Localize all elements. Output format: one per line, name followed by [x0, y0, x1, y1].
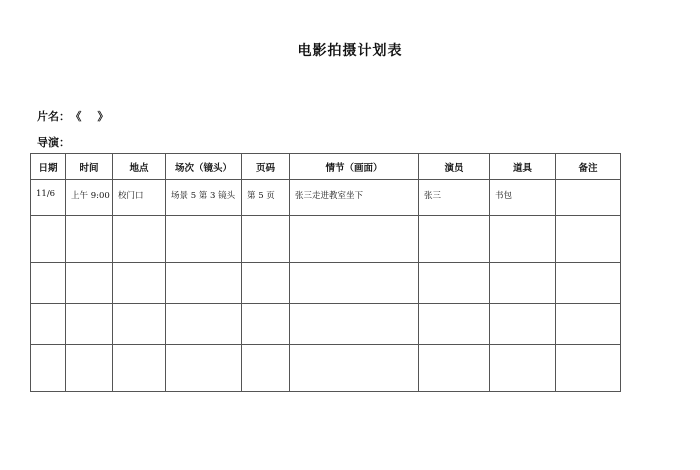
cell-location: 校门口 [113, 180, 166, 216]
director-label: 导演： [37, 136, 70, 149]
header-actor: 演员 [419, 154, 490, 180]
cell-notes [556, 180, 621, 216]
cell-plot: 张三走进教室坐下 [290, 180, 419, 216]
cell-plot [290, 216, 419, 263]
cell-time [66, 216, 113, 263]
cell-scene [166, 345, 242, 392]
cell-plot [290, 263, 419, 304]
cell-page [242, 263, 290, 304]
cell-actor: 张三 [419, 180, 490, 216]
cell-scene [166, 263, 242, 304]
cell-page [242, 345, 290, 392]
header-plot: 情节（画面） [290, 154, 419, 180]
cell-location [113, 216, 166, 263]
header-time: 时间 [66, 154, 113, 180]
cell-scene: 场景 5 第 3 镜头 [166, 180, 242, 216]
table-header-row [31, 154, 621, 180]
cell-notes [556, 345, 621, 392]
cell-location [113, 304, 166, 345]
cell-actor [419, 216, 490, 263]
cell-scene [166, 216, 242, 263]
cell-page: 第 5 页 [242, 180, 290, 216]
shooting-schedule-table [30, 153, 621, 392]
header-scene: 场次（镜头） [166, 154, 242, 180]
cell-notes [556, 263, 621, 304]
table-row [31, 216, 621, 263]
cell-time [66, 263, 113, 304]
cell-notes [556, 304, 621, 345]
cell-actor [419, 345, 490, 392]
cell-page [242, 216, 290, 263]
film-title-label: 片名： [37, 110, 70, 123]
cell-props [490, 345, 556, 392]
document-title: 电影拍摄计划表 [297, 43, 403, 59]
cell-date: 11/6 [31, 180, 66, 216]
cell-props [490, 216, 556, 263]
cell-location [113, 263, 166, 304]
cell-date [31, 304, 66, 345]
cell-actor [419, 304, 490, 345]
film-title-value: 《 》 [76, 110, 115, 123]
cell-actor [419, 263, 490, 304]
cell-time [66, 304, 113, 345]
cell-time [66, 345, 113, 392]
cell-date [31, 216, 66, 263]
cell-props [490, 263, 556, 304]
cell-location [113, 345, 166, 392]
header-page: 页码 [242, 154, 290, 180]
film-title-field [37, 108, 114, 124]
cell-plot [290, 304, 419, 345]
header-date: 日期 [31, 154, 66, 180]
cell-plot [290, 345, 419, 392]
table-row [31, 345, 621, 392]
cell-scene [166, 304, 242, 345]
table-row [31, 304, 621, 345]
cell-date [31, 345, 66, 392]
director-field [37, 134, 70, 150]
cell-props: 书包 [490, 180, 556, 216]
table-row [31, 180, 621, 216]
cell-page [242, 304, 290, 345]
table-row [31, 263, 621, 304]
cell-date [31, 263, 66, 304]
header-notes: 备注 [556, 154, 621, 180]
cell-time: 上午 9:00 [66, 180, 113, 216]
header-location: 地点 [113, 154, 166, 180]
cell-props [490, 304, 556, 345]
cell-notes [556, 216, 621, 263]
header-props: 道具 [490, 154, 556, 180]
